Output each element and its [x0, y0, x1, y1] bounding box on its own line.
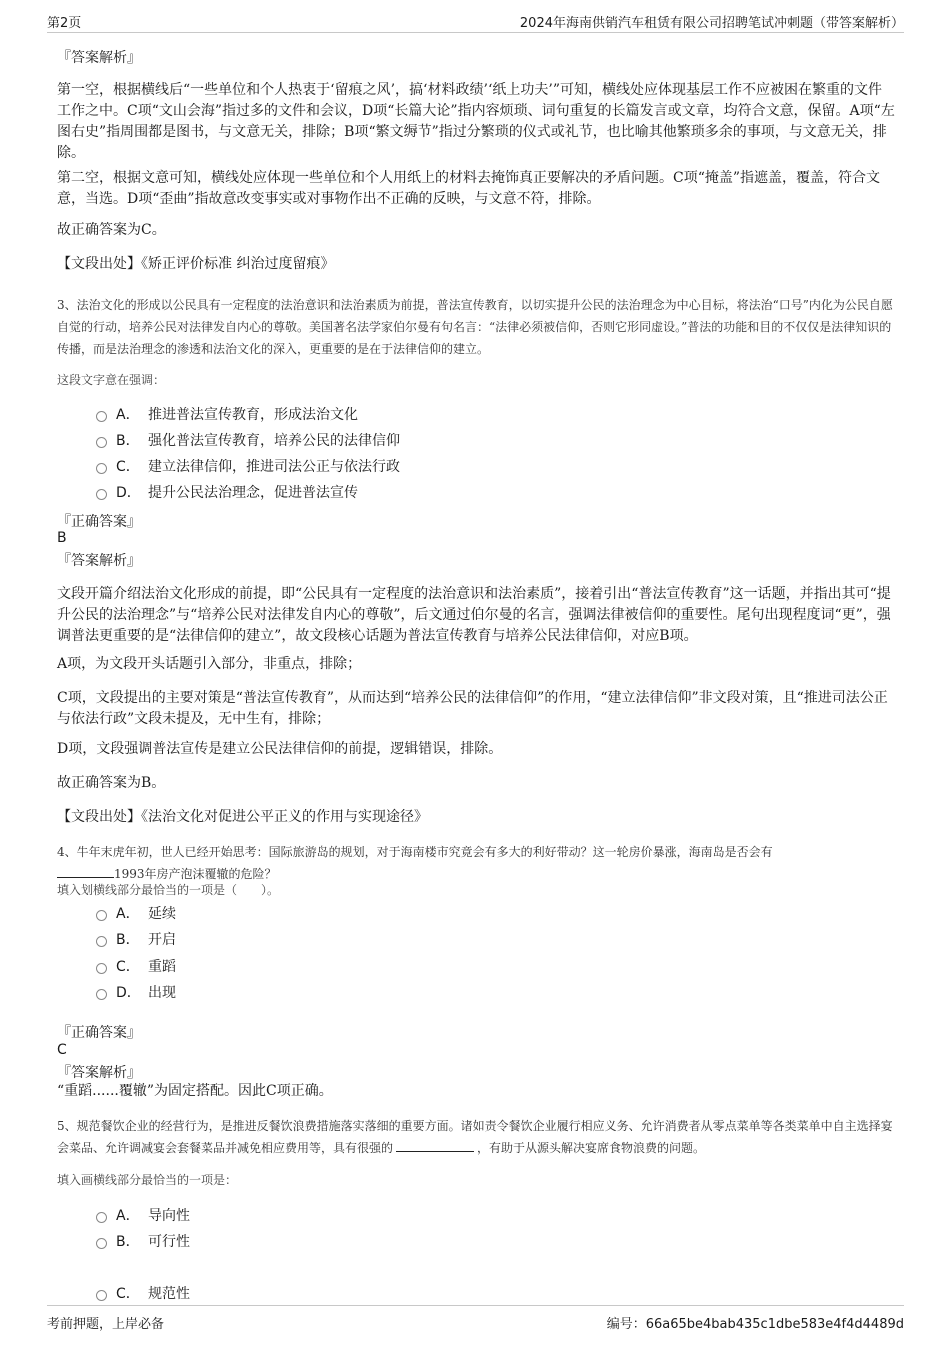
- q5-option-b[interactable]: B． 可行性: [96, 1232, 190, 1252]
- q4-correct-answer: C: [57, 1042, 67, 1058]
- footer-serial: 编号：66a65be4bab435c1dbe583e4f4d4489d: [606, 1317, 904, 1332]
- q5-prompt: 填入画横线部分最恰当的一项是：: [57, 1173, 238, 1187]
- q5-stem: 5、规范餐饮企业的经营行为，是推进反餐饮浪费措施落实落细的重要方面。诸如责令餐饮企业履行相应义务、允许消费者从零点菜单等各类菜单中自主选择宴会菜品、允许调减宴会套餐菜品并减免相应费用等，具有很强的 ，有助于从源头解决宴席食物浪费的问题。: [57, 1119, 893, 1155]
- q2-source: 【文段出处】《矫正评价标准 纠治过度留痕》: [57, 256, 335, 272]
- q3-source: 【文段出处】《法治文化对促进公平正义的作用与实现途径》: [57, 809, 428, 825]
- q3-stem: 3、法治文化的形成以公民具有一定程度的法治意识和法治素质为前提，普法宣传教育，以切实提升公民的法治理念为中心目标，将法治“口号”内化为公民自愿自觉的行动，培养公民对法律发自内心的尊敬。美国著名法学家伯尔曼有句名言：“法律必须被信仰，否则它形同虚设。”普法的功能和目的不仅仅是法律知识的传播，而是法治理念的渗透和法治文化的深入，更重要的是在于法律信仰的建立。: [57, 298, 893, 356]
- q3-option-b[interactable]: B． 强化普法宣传教育，培养公民的法律信仰: [96, 431, 400, 451]
- radio-icon[interactable]: [96, 489, 107, 500]
- q3-analysis-para1: 文段开篇介绍法治文化形成的前提，即“公民具有一定程度的法治意识和法治素质”，接着引出“普法宣传教育”这一话题，并指出其可“提升公民的法治理念”与“培养公民对法律发自内心的尊敬”，后文通过伯尔曼的名言，强调法律被信仰的重要性。尾句出现程度词“更”，强调普法更重要的是“法律信仰的建立”，故文段核心话题为普法宣传教育与培养公民法律信仰，对应B项。: [57, 586, 891, 644]
- q3-correct-answer: B: [57, 530, 67, 546]
- q3-analysis-para2: A项，为文段开头话题引入部分，非重点，排除；: [57, 656, 362, 672]
- radio-icon[interactable]: [96, 936, 107, 947]
- radio-icon[interactable]: [96, 1238, 107, 1249]
- q3-correct-tag: 『正确答案』: [57, 514, 141, 530]
- q4-analysis: “重蹈......覆辙”为固定搭配。因此C项正确。: [57, 1083, 333, 1099]
- q4-option-a[interactable]: A． 延续: [96, 904, 176, 924]
- radio-icon[interactable]: [96, 463, 107, 474]
- q4-option-b[interactable]: B． 开启: [96, 930, 176, 950]
- page-header: [47, 10, 904, 33]
- q4-option-c[interactable]: C． 重蹈: [96, 957, 176, 977]
- q4-prompt: 填入划横线部分最恰当的一项是（ ）。: [57, 883, 280, 897]
- footer-slogan: 考前押题，上岸必备: [47, 1317, 165, 1332]
- radio-icon[interactable]: [96, 910, 107, 921]
- radio-icon[interactable]: [96, 1290, 107, 1301]
- q3-analysis-para4: D项，文段强调普法宣传是建立公民法律信仰的前提，逻辑错误，排除。: [57, 741, 503, 757]
- radio-icon[interactable]: [96, 963, 107, 974]
- q4-analysis-tag: 『答案解析』: [57, 1065, 141, 1081]
- page-footer: [47, 1305, 904, 1332]
- q3-conclusion: 故正确答案为B。: [57, 775, 166, 791]
- q4-correct-tag: 『正确答案』: [57, 1025, 141, 1041]
- q5-option-c[interactable]: C． 规范性: [96, 1284, 190, 1304]
- q3-prompt: 这段文字意在强调：: [57, 373, 166, 387]
- q3-analysis-para3: C项，文段提出的主要对策是“普法宣传教育”，从而达到“培养公民的法律信仰”的作用，“建立法律信仰”非文段对策，且“推进司法公正与依法行政”文段未提及，无中生有，排除；: [57, 690, 888, 727]
- fill-blank: [57, 863, 114, 878]
- radio-icon[interactable]: [96, 437, 107, 448]
- q5-option-a[interactable]: A． 导向性: [96, 1206, 190, 1226]
- radio-icon[interactable]: [96, 989, 107, 1000]
- radio-icon[interactable]: [96, 1212, 107, 1223]
- fill-blank: [396, 1137, 474, 1152]
- q4-stem: 4、牛年末虎年初，世人已经开始思考：国际旅游岛的规划，对于海南楼市究竟会有多大的利好带动？这一轮房价暴涨，海南岛是否会有 1993年房产泡沫覆辙的危险？: [57, 845, 773, 881]
- q4-option-d[interactable]: D． 出现: [96, 983, 176, 1003]
- q3-option-c[interactable]: C． 建立法律信仰，推进司法公正与依法行政: [96, 457, 400, 477]
- q3-option-d[interactable]: D． 提升公民法治理念，促进普法宣传: [96, 483, 358, 503]
- document-title: 2024年海南供销汽车租赁有限公司招聘笔试冲刺题（带答案解析）: [519, 16, 904, 31]
- page-number: 第2页: [47, 16, 82, 31]
- q2-analysis-tag: 『答案解析』: [57, 50, 141, 66]
- q3-option-a[interactable]: A． 推进普法宣传教育，形成法治文化: [96, 405, 358, 425]
- q3-analysis-tag: 『答案解析』: [57, 553, 141, 569]
- q2-conclusion: 故正确答案为C。: [57, 222, 166, 238]
- q2-analysis-para2: 第二空，根据文意可知，横线处应体现一些单位和个人用纸上的材料去掩饰真正要解决的矛盾问题。C项“掩盖”指遮盖，覆盖，符合文意，当选。D项“歪曲”指故意改变事实或对事物作出不正确的反映，与文意不符，排除。: [57, 170, 881, 207]
- q2-analysis-para1: 第一空，根据横线后“一些单位和个人热衷于‘留痕之风’，搞‘材料政绩’‘纸上功夫’”可知，横线处应体现基层工作不应被困在繁重的文件工作之中。C项“文山会海”指过多的文件和会议，D项“长篇大论”指内容烦琐、词句重复的长篇发言或文章，均符合文意，保留。A项“左图右史”指周围都是图书，与文意无关，排除；B项“繁文缛节”指过分繁琐的仪式或礼节，也比喻其他繁琐多余的事项，与文意无关，排除。: [57, 82, 895, 161]
- radio-icon[interactable]: [96, 411, 107, 422]
